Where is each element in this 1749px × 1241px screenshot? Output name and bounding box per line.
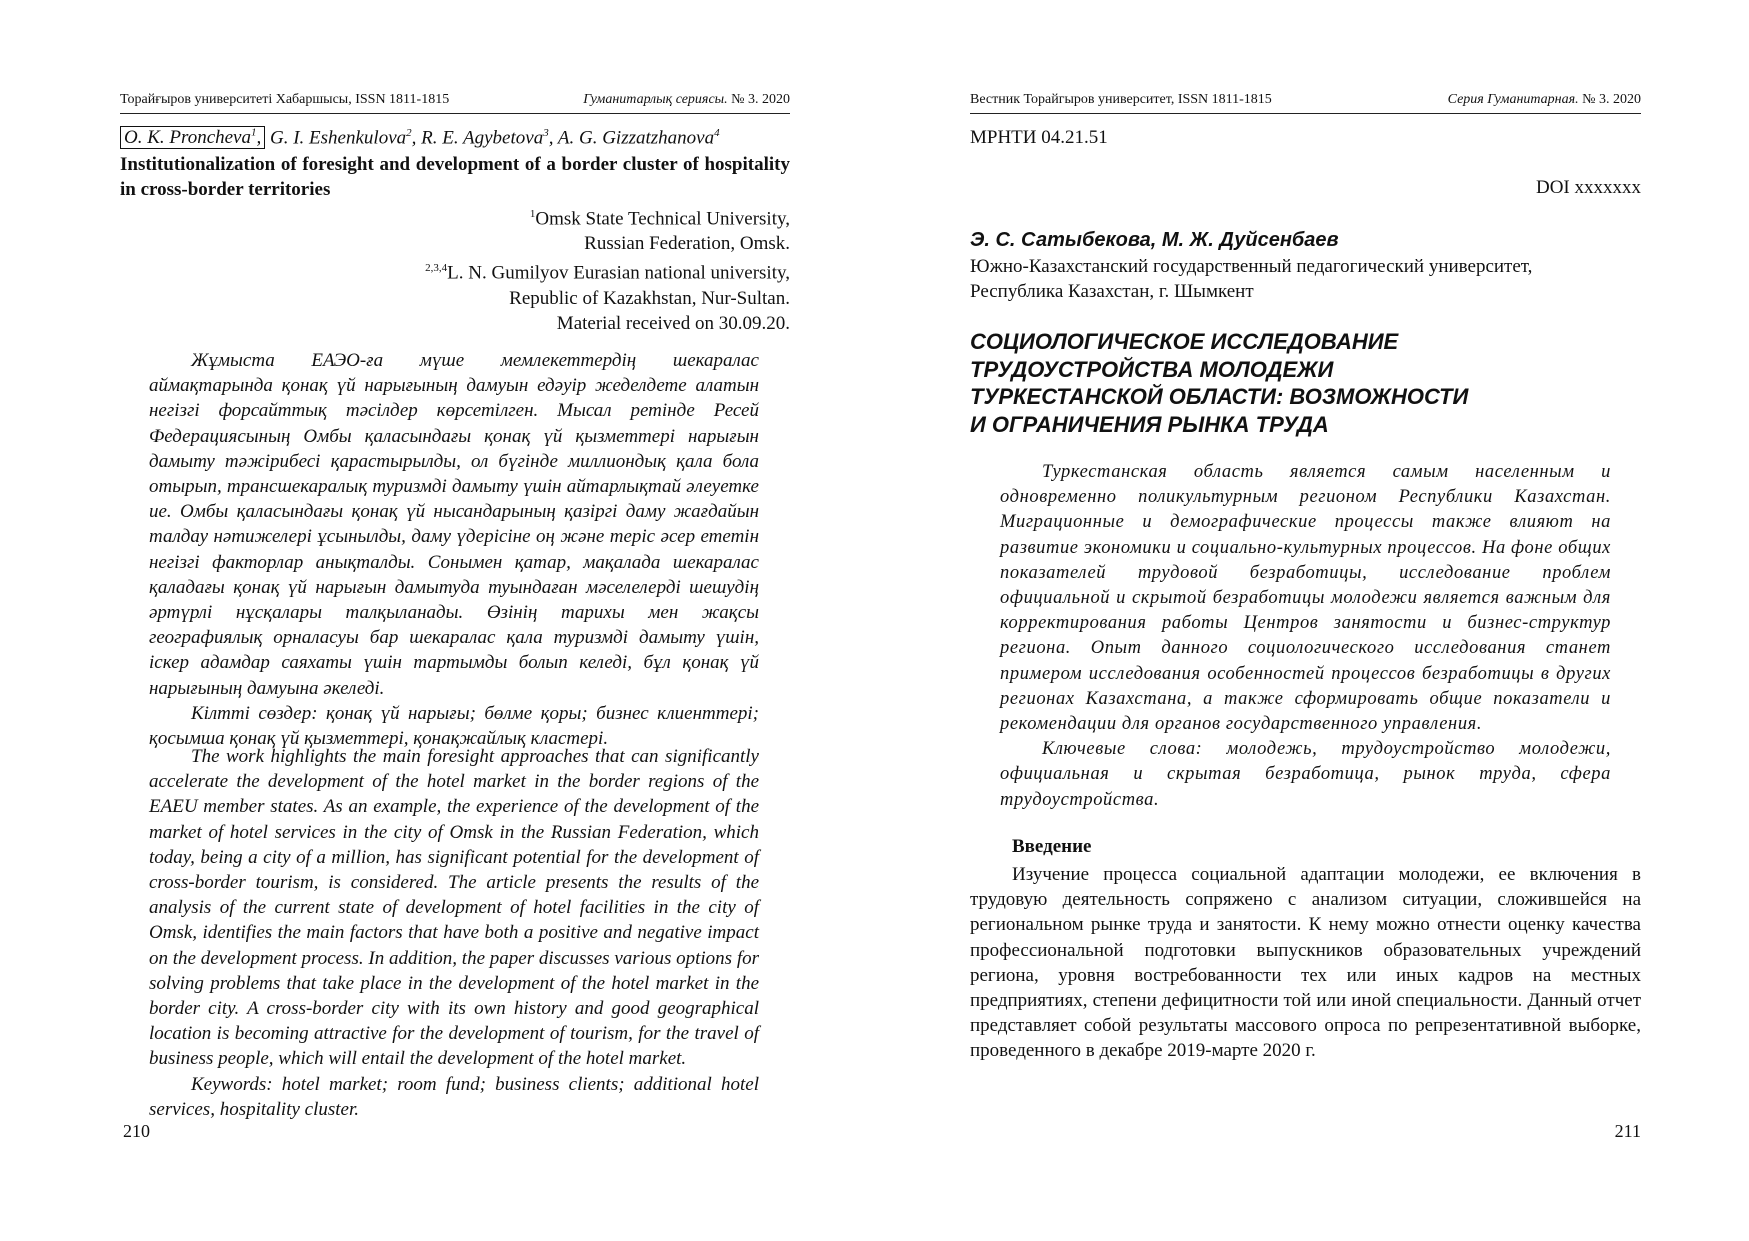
authors-line: Э. С. Сатыбекова, М. Ж. Дуйсенбаев [970,229,1339,251]
mrnti-code: МРНТИ 04.21.51 [970,127,1108,148]
title-line: ТУРКЕСТАНСКОЙ ОБЛАСТИ: ВОЗМОЖНОСТИ [970,384,1469,409]
article-title [970,328,1641,438]
author-name: O. K. Proncheva [124,127,251,149]
author-affiliation-mark: 2 [406,127,412,139]
affiliation-mark: 2,3,4 [425,262,448,275]
journal-name: Вестник Торайгыров университет, ISSN 1811-1815 [970,92,1272,107]
doi: DOI xxxxxxx [1535,177,1641,198]
body-paragraph: Изучение процесса социальной адаптации молодежи, ее включения в трудовую деятельность сопряжено с анализом ситуации, сложившейся на региональном рынке труда и занятости. К нему можно отнести оценку качества профессиональной подготовки выпускников образовательных учреждений региона, уровня востребованности тех или иных кадров на местных предприятиях, степени дефицитности той или иной специальности. Данный отчет представляет собой результаты массового опроса по репрезентативной выборке, проведенного в декабре 2019-марте 2020 г. [970,864,1641,1062]
keywords: Кілтті сөздер: қонақ үй нарығы; бөлме қоры; бизнес клиенттері; қосымша қонақ үй қызметтері, қонақжайлық кластері. [149,702,759,750]
affiliation-line: Республика Казахстан, г. Шымкент [970,281,1254,302]
affiliation-line: Южно-Казахстанский государственный педагогический университет, [970,256,1533,277]
title-line: СОЦИОЛОГИЧЕСКОЕ ИССЛЕДОВАНИЕ [970,329,1399,354]
abstract-english [149,744,759,1122]
issue-number: № 3. 2020 [1582,92,1641,107]
keywords: Keywords: hotel market; room fund; business clients; additional hotel services, hospitality cluster. [149,1073,759,1120]
page-number: 210 [123,1121,150,1141]
title-line: ТРУДОУСТРОЙСТВА МОЛОДЕЖИ [970,356,1334,382]
affiliation-line: $^{2,3,4}$L. N. Gumilyov Eurasian national university, [425,262,790,284]
author-name: A. G. Gizzatzhanova [557,127,715,149]
author-affiliation-mark: 1 [251,127,257,139]
page-number: 211 [1614,1121,1641,1141]
affiliation-line: $^1$Omsk State Technical University, [529,208,790,230]
author-affiliation-mark: 3 [543,127,549,139]
received-date: Material received on 30.09.20. [556,312,790,334]
right-page [970,0,1641,1241]
running-header [970,92,1641,114]
abstract-paragraph: Туркестанская область является самым населенным и одновременно поликультурным регионом Республики Казахстан. Миграционные и демографические процессы также влияют на развитие экономики и социально-культурных процессов. На фоне общих показателей трудовой безработицы, исследование проблем официальной и скрытой безработицы молодежи является важным для корректирования работы Центров занятости и бизнес-структур региона. Опыт данного социологического исследования станет примером исследования особенностей процессов безработицы в других регионах Казахстана, а также сформировать общие показатели и рекомендации для органов государственного управления. [1000,462,1611,735]
highlighted-author: O. K. Proncheva$^1$, [120,126,265,149]
keywords: Ключевые слова: молодежь, трудоустройство молодежи, официальная и скрытая безработица, рынок труда, сфера трудоустройства. [1000,739,1611,810]
series-issue [583,92,790,108]
affiliation-mark: 1 [529,208,536,220]
affiliations [970,254,1641,304]
running-header [120,92,790,114]
section-heading: Введение [1012,836,1092,857]
abstract-kazakh [149,348,759,751]
author-name: R. E. Agybetova [421,127,544,149]
abstract-russian [1000,460,1611,813]
authors-line: O. K. Proncheva$^1$, G. I. Eshenkulova$^2$, R. E. Agybetova$^3$, A. G. Gizzatzhanova$^4$ [120,127,790,149]
affiliation-line: Russian Federation, Omsk. [584,233,790,255]
author-affiliation-mark: 4 [714,127,720,139]
issue-number: № 3. 2020 [731,92,790,107]
affiliation-line: Republic of Kazakhstan, Nur-Sultan. [509,287,790,309]
article-title: Institutionalization of foresight and development of a border cluster of hospitality in cross-border territories [120,154,790,200]
journal-name: Торайғыров университеті Хабаршысы, ISSN 1811-1815 [120,92,450,107]
left-page [120,0,790,1241]
series-issue [1448,92,1641,108]
series-name: Серия Гуманитарная. [1447,92,1579,107]
affiliations [120,202,790,336]
author-name: G. I. Eshenkulova [270,127,407,149]
abstract-paragraph: Жұмыста ЕАЭО-ға мүше мемлекеттердің шекаралас аймақтарында қонақ үй нарығының дамуын едәуір жеделдете алатын негізгі форсайттық тәсілдер көрсетілген. Мысал ретінде Ресей Федерациясының Омбы қаласындағы қонақ үй қызметтері нарығын дамыту тәжірибесі қарастырылды, ол бүгінде миллиондық қала бола отырып, трансшекаралық туризмді дамыту үшін айтарлықтай әлеуетке ие. Омбы қаласындағы қонақ үй нысандарының қазіргі даму жағдайын талдау нәтижелері ұсынылды, даму үдерісіне оң және теріс әсер ететін негізгі факторлар анықталды. Сонымен қатар, мақалада шекаралас қаладағы қонақ үй нарығын дамытуда туындаған мәселелерді шешудің әртүрлі нұсқалары талқыланады. Өзінің тарихы мен жақсы географиялық орналасуы бар шекаралас қала туризмді дамыту үшін, іскер адамдар саяхаты үшін тартымды болып келеді, бұл қонақ үй нарығының дамуына әкеледі. [149,350,759,699]
series-name: Гуманитарлық сериясы. [583,92,728,107]
abstract-paragraph: The work highlights the main foresight approaches that can significantly accelerate the development of the hotel market in the border regions of the EAEU member states. As an example, the experience of the development of the market of hotel services in the city of Omsk in the Russian Federation, which today, being a city of a million, has significant potential for the development of cross-border tourism, is considered. The article presents the results of the analysis of the current state of development of hotel facilities in the city of Omsk, identifies the main factors that have both a positive and negative impact on the development process. In addition, the paper discusses various options for solving problems that take place in the development of the hotel market in the border city. A cross-border city with its own history and good geographical location is becoming attractive for the development of tourism, for the travel of business people, which will entail the development of the hotel market. [149,746,759,1070]
title-line: И ОГРАНИЧЕНИЯ РЫНКА ТРУДА [970,411,1329,437]
